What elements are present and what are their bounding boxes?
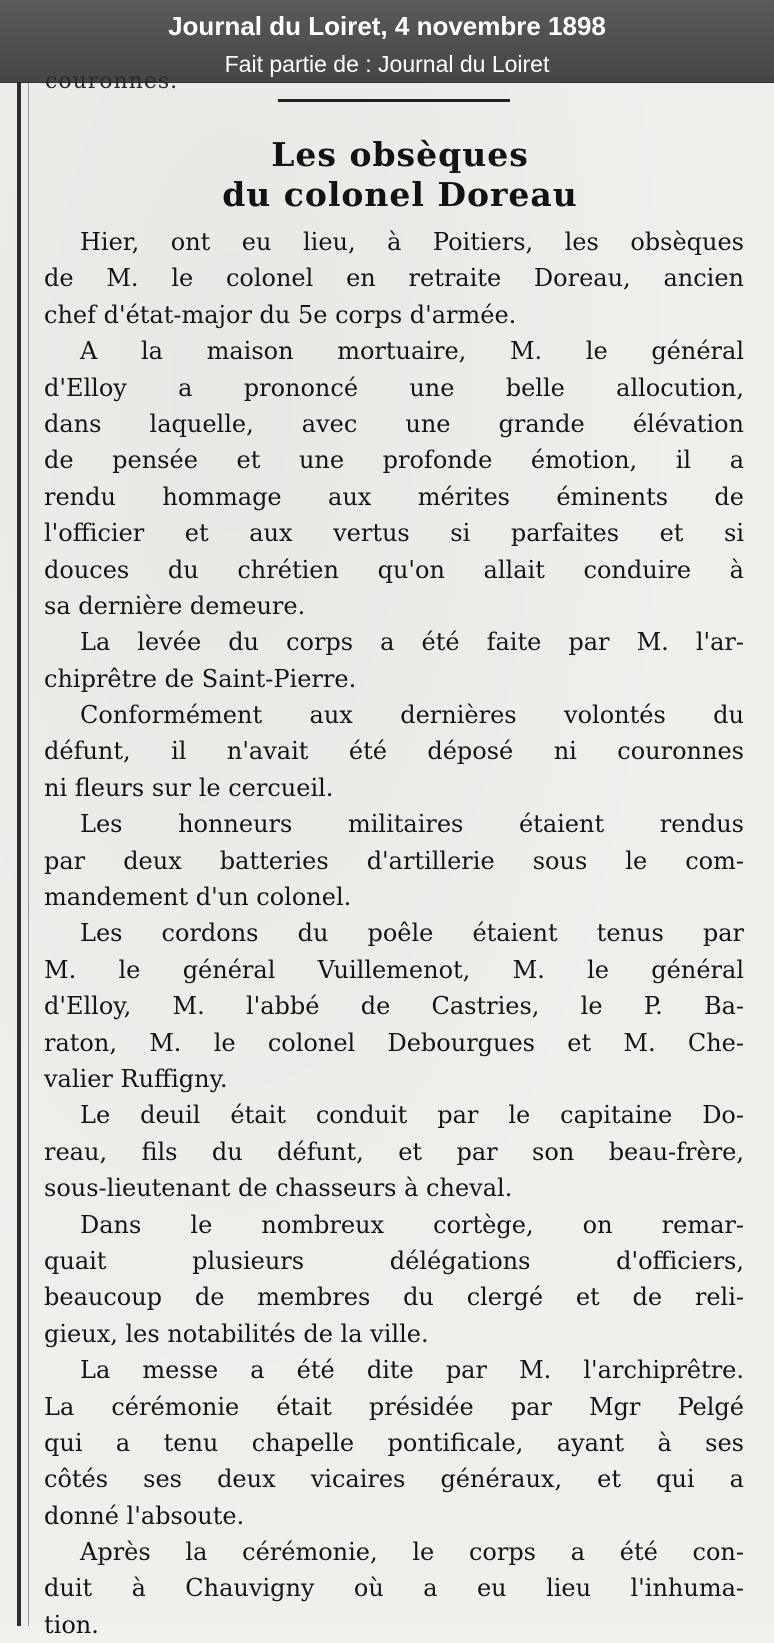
article-line: La messe a été dite par M. l'archiprêtre. (80, 1356, 744, 1385)
article-line: rendu hommage aux mérites éminents de (44, 482, 744, 511)
article-line: ni fleurs sur le cercueil. (44, 773, 334, 802)
article-line: reau, fils du défunt, et par son beau-frère, (44, 1137, 744, 1166)
article-line: gieux, les notabilités de la ville. (44, 1319, 429, 1348)
article-line: côtés ses deux vicaires généraux, et qui a (44, 1465, 744, 1494)
article-line: sa dernière demeure. (44, 591, 306, 620)
article-line: raton, M. le colonel Debourgues et M. Che- (44, 1028, 744, 1057)
headline-line-1: Les obsèques (271, 135, 529, 174)
article-line: La cérémonie était présidée par Mgr Pelgé (44, 1392, 744, 1421)
article-line: donné l'absoute. (44, 1501, 245, 1530)
article-body (44, 224, 744, 1643)
article-headline (150, 135, 650, 215)
article-line: l'officier et aux vertus si parfaites et si (44, 519, 744, 548)
article-line: de pensée et une profonde émotion, il a (44, 446, 744, 475)
article-line: d'Elloy, M. l'abbé de Castries, le P. Ba- (44, 992, 744, 1021)
article-line: tion. (44, 1610, 99, 1639)
article-separator (278, 99, 510, 102)
article-line: Les cordons du poêle étaient tenus par (80, 919, 744, 948)
article-line: Après la cérémonie, le corps a été con- (80, 1538, 744, 1567)
headline-line-2: du colonel Doreau (222, 175, 578, 214)
article-line: duit à Chauvigny où a eu lieu l'inhuma- (44, 1574, 744, 1603)
newspaper-clipping (0, 69, 774, 1639)
article-line: Conformément aux dernières volontés du (80, 701, 744, 730)
column-rule-thin (28, 83, 29, 1626)
article-line: La levée du corps a été faite par M. l'ar- (80, 628, 744, 657)
caption-subtitle: Fait partie de : Journal du Loiret (224, 51, 550, 77)
article-line: chef d'état-major du 5e corps d'armée. (44, 300, 517, 329)
article-line: douces du chrétien qu'on allait conduire à (44, 555, 744, 584)
article-line: de M. le colonel en retraite Doreau, ancien (44, 264, 744, 293)
article-line: Le deuil était conduit par le capitaine Do- (80, 1101, 744, 1130)
article-line: M. le général Vuillemenot, M. le général (44, 955, 744, 984)
article-line: beaucoup de membres du clergé et de reli- (44, 1283, 744, 1312)
article-line: A la maison mortuaire, M. le général (80, 337, 744, 366)
article-line: Hier, ont eu lieu, à Poitiers, les obsèques (80, 228, 744, 256)
article-line: quait plusieurs délégations d'officiers, (44, 1246, 744, 1275)
article-line: Les honneurs militaires étaient rendus (80, 810, 744, 839)
article-line: d'Elloy a prononcé une belle allocution, (44, 373, 744, 402)
article-line: chiprêtre de Saint-Pierre. (44, 664, 357, 693)
article-line: mandement d'un colonel. (44, 883, 352, 912)
article-line: sous-lieutenant de chasseurs à cheval. (44, 1174, 513, 1203)
caption-title: Journal du Loiret, 4 novembre 1898 (168, 11, 606, 41)
article-line: dans laquelle, avec une grande élévation (44, 409, 744, 438)
article-line: qui a tenu chapelle pontificale, ayant à ses (44, 1428, 744, 1457)
column-rule (17, 83, 21, 1626)
article-line: Dans le nombreux cortège, on remar- (80, 1210, 744, 1239)
previous-article-fragment: couronnes. (45, 69, 179, 94)
article-line: valier Ruffigny. (44, 1064, 228, 1093)
article-line: défunt, il n'avait été déposé ni couronnes (44, 737, 744, 766)
article-line: par deux batteries d'artillerie sous le com- (44, 846, 744, 875)
